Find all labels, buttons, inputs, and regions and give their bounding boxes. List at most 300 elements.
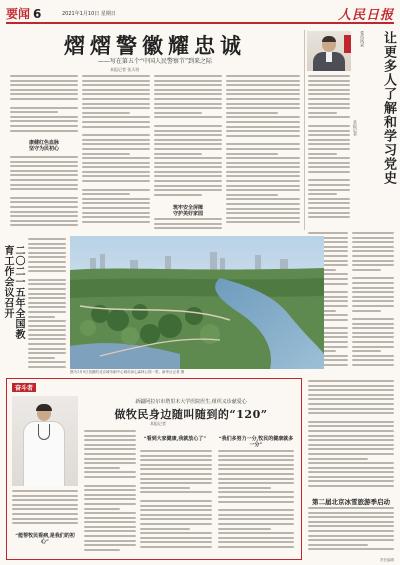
issue-date: 2021年1月10日 星期日 [62, 11, 116, 17]
text-line [226, 212, 300, 214]
text-line [140, 505, 212, 507]
feature-tag: 奋斗者 [12, 383, 36, 392]
text-line [308, 525, 394, 527]
text-line [226, 80, 300, 82]
portrait-hair-shape [322, 36, 336, 42]
text-line [10, 111, 58, 113]
text-line [84, 467, 120, 469]
main-headline: 熠熠警徽耀忠诚 [64, 33, 246, 58]
text-line [308, 403, 394, 405]
text-line [218, 537, 294, 539]
text-line [10, 130, 78, 132]
text-line [218, 487, 271, 489]
feature-subhead-2: “我们多努力一分,牧民的健康就多一分” [218, 436, 294, 448]
text-line [28, 348, 66, 350]
text-line [10, 156, 78, 158]
text-line [218, 450, 294, 452]
text-line [82, 112, 130, 114]
text-line [308, 380, 394, 382]
text-line [308, 467, 394, 469]
text-line [308, 139, 350, 141]
text-line [12, 504, 78, 506]
text-line [84, 526, 136, 528]
text-line [218, 482, 294, 484]
text-line [28, 261, 66, 263]
text-line [28, 352, 66, 354]
text-line [84, 549, 120, 551]
text-line [10, 84, 78, 86]
text-line [308, 471, 394, 473]
main-story-column-3-lower [154, 218, 222, 232]
text-line [154, 162, 222, 164]
feature-column-1 [84, 430, 136, 553]
text-line [352, 250, 394, 252]
text-line [82, 103, 150, 105]
photo-caption: 图为1月9日拍摄的北京城市副中心城市绿心森林公园一景。新华社记者 摄 [70, 370, 185, 374]
text-line [84, 430, 136, 432]
text-line [352, 350, 381, 352]
text-line [352, 264, 394, 266]
main-story-column-2 [82, 75, 150, 225]
text-line [226, 157, 300, 159]
text-line [28, 293, 66, 295]
text-line [226, 107, 300, 109]
text-line [226, 166, 300, 168]
text-line [352, 346, 394, 348]
text-line [82, 198, 150, 200]
text-line [308, 212, 350, 214]
text-line [226, 198, 300, 200]
text-line [12, 495, 78, 497]
text-line [82, 134, 150, 136]
page-footer: 责任编辑 [380, 558, 394, 562]
text-line [352, 246, 394, 248]
text-line [226, 208, 300, 210]
text-line [154, 134, 222, 136]
text-line [28, 316, 55, 318]
text-line [10, 75, 78, 77]
text-line [84, 521, 136, 523]
text-line [10, 165, 78, 167]
text-line [308, 389, 394, 391]
text-line [154, 189, 222, 191]
text-line [154, 130, 222, 132]
sidebar-byline: 本报记者 [353, 120, 358, 136]
text-line [308, 179, 350, 181]
text-line [82, 193, 130, 195]
text-line [308, 107, 350, 109]
text-line [82, 175, 150, 177]
text-line [218, 464, 294, 466]
text-line [28, 334, 66, 336]
text-line [10, 174, 78, 176]
text-line [308, 130, 350, 132]
text-line [154, 143, 222, 145]
text-line [352, 341, 394, 343]
flag-shape [344, 35, 351, 53]
text-line [308, 93, 350, 95]
text-line [218, 501, 294, 503]
text-line [82, 80, 150, 82]
text-line [10, 201, 78, 203]
text-line [308, 207, 350, 209]
text-line [28, 306, 66, 308]
text-line [154, 93, 222, 95]
text-line [308, 166, 350, 168]
feature-kicker: 新疆阿拉尔市塔里木大学医院医生,组织义诊献爱心 [135, 399, 247, 405]
text-line [82, 75, 150, 77]
text-line [352, 287, 394, 289]
text-line [140, 455, 212, 457]
text-line [308, 232, 348, 234]
text-line [154, 223, 222, 225]
text-line [352, 336, 394, 338]
text-line [226, 126, 300, 128]
text-line [140, 509, 212, 511]
text-line [82, 207, 150, 209]
text-line [154, 180, 222, 182]
text-line [82, 93, 150, 95]
text-line [28, 320, 66, 322]
text-line [10, 161, 78, 163]
text-line [308, 134, 350, 136]
text-line [140, 459, 212, 461]
text-line [308, 116, 350, 118]
text-line [84, 435, 136, 437]
text-line [154, 125, 222, 127]
text-line [140, 464, 212, 466]
main-subhead-1: 康健红色血脉 坚守为民初心 [28, 140, 59, 152]
text-line [226, 84, 300, 86]
text-line [218, 518, 294, 520]
text-line [28, 266, 66, 268]
text-line [226, 93, 300, 95]
text-line [308, 439, 394, 441]
text-line [226, 203, 300, 205]
text-line [308, 112, 337, 114]
text-line [308, 216, 350, 218]
text-line [218, 514, 294, 516]
text-line [84, 471, 136, 473]
text-line [140, 487, 190, 489]
text-line [226, 75, 300, 77]
text-line [218, 459, 294, 461]
portrait-photo [307, 31, 351, 71]
text-line [10, 184, 78, 186]
text-line [308, 89, 350, 91]
text-line [154, 103, 222, 105]
main-subhead-2: 筑牢安全屏障 守护美好家园 [172, 205, 203, 217]
text-line [12, 522, 78, 524]
text-line [308, 453, 394, 455]
text-line [352, 260, 394, 262]
text-line [226, 121, 300, 123]
newspaper-logo: 人民日报 [337, 8, 394, 23]
text-line [82, 157, 150, 159]
text-line [82, 116, 150, 118]
sidebar-divider [304, 30, 305, 230]
text-line [308, 544, 368, 546]
text-line [226, 221, 300, 223]
text-line [84, 494, 136, 496]
text-line [218, 541, 294, 543]
text-line [352, 237, 394, 239]
text-line [84, 540, 136, 542]
text-line [226, 116, 300, 118]
text-line [10, 89, 78, 91]
text-line [12, 499, 78, 501]
text-line [308, 430, 394, 432]
text-line [12, 508, 78, 510]
text-line [308, 507, 394, 509]
text-line [140, 546, 212, 548]
text-line [84, 458, 136, 460]
right-bottom-column [308, 507, 394, 553]
text-line [308, 98, 350, 100]
text-line [84, 485, 136, 487]
text-line [226, 162, 300, 164]
text-line [28, 283, 66, 285]
text-line [352, 277, 394, 279]
text-line [84, 489, 136, 491]
text-line [28, 238, 66, 240]
text-line [10, 116, 78, 118]
text-line [226, 103, 300, 105]
portrait-shirt-shape [326, 52, 332, 62]
text-line [154, 80, 222, 82]
text-line [154, 75, 222, 77]
text-line [82, 143, 150, 145]
text-line [28, 243, 66, 245]
text-line [10, 188, 78, 190]
text-line [154, 218, 222, 220]
text-line [308, 539, 394, 541]
page-number: 6 [33, 7, 42, 21]
right-lower-column [308, 380, 394, 490]
text-line [154, 185, 222, 187]
text-line [10, 93, 78, 95]
text-line [226, 171, 300, 173]
text-line [28, 270, 66, 272]
text-line [84, 503, 136, 505]
text-line [140, 450, 212, 452]
text-line [308, 425, 394, 427]
text-line [218, 532, 294, 534]
text-line [218, 496, 294, 498]
stethoscope-icon [38, 424, 50, 440]
text-line [84, 448, 136, 450]
text-line [352, 232, 394, 234]
text-line [10, 107, 78, 109]
text-line [10, 215, 78, 217]
text-line [12, 513, 78, 515]
text-line [84, 439, 136, 441]
text-line [82, 212, 150, 214]
landscape-illustration [70, 236, 324, 369]
text-line [352, 241, 394, 243]
text-line [226, 143, 300, 145]
text-line [308, 385, 394, 387]
text-line [226, 89, 300, 91]
text-line [308, 103, 350, 105]
text-line [218, 473, 294, 475]
text-line [10, 179, 78, 181]
text-line [28, 302, 66, 304]
main-story-column-1-lower [10, 156, 78, 229]
text-line [308, 171, 350, 173]
text-line [82, 171, 150, 173]
text-line [140, 518, 212, 520]
text-line [84, 481, 136, 485]
text-line [84, 535, 136, 537]
text-line [308, 398, 394, 400]
text-line [28, 338, 66, 340]
text-line [28, 311, 66, 313]
text-line [308, 535, 394, 537]
text-line [352, 296, 394, 298]
text-line [352, 332, 394, 334]
text-line [226, 98, 300, 100]
text-line [84, 544, 136, 546]
text-line [140, 473, 212, 475]
text-line [154, 139, 222, 141]
text-line [308, 148, 350, 150]
text-line [308, 530, 394, 532]
text-line [10, 170, 78, 172]
text-line [84, 462, 136, 464]
text-line [82, 126, 150, 128]
text-line [218, 478, 294, 480]
text-line [308, 198, 350, 200]
text-line [28, 357, 55, 359]
text-line [352, 327, 394, 329]
text-line [226, 175, 300, 177]
text-line [308, 125, 350, 127]
text-line [308, 193, 337, 195]
text-line [154, 112, 202, 114]
text-line [84, 444, 136, 446]
text-line [308, 435, 394, 437]
text-line [154, 157, 222, 159]
text-line [226, 217, 300, 219]
section-name [6, 5, 41, 22]
text-line [82, 153, 130, 155]
text-line [308, 80, 350, 82]
text-line [10, 220, 78, 222]
text-line [140, 468, 212, 470]
sidebar-column-2 [352, 232, 394, 369]
feature-subhead-1: “看到大家健康,我就放心了” [143, 436, 207, 442]
text-line [308, 485, 394, 487]
text-line [140, 514, 212, 516]
text-line [140, 500, 212, 502]
text-line [82, 121, 150, 123]
text-line [308, 462, 394, 464]
text-line [218, 491, 294, 493]
text-line [352, 291, 394, 293]
main-subtitle: ——写在第五个“中国人民警察节”到来之际 [97, 58, 213, 65]
text-line [308, 143, 350, 145]
text-line [154, 89, 222, 91]
text-line [308, 157, 350, 159]
text-line [218, 523, 294, 525]
main-byline: 本报记者 张天培 [110, 67, 140, 72]
text-line [28, 325, 66, 327]
text-line [308, 476, 394, 478]
text-line [218, 455, 294, 457]
text-line [10, 206, 78, 208]
text-line [352, 269, 381, 271]
text-line [308, 448, 394, 450]
feature-column-left [12, 490, 78, 527]
main-story-column-3 [154, 75, 222, 198]
text-line [308, 444, 394, 446]
main-story-column-1 [10, 75, 78, 134]
text-line [154, 98, 222, 100]
text-line [308, 521, 394, 523]
text-line [218, 528, 271, 530]
text-line [84, 498, 136, 500]
doctor-photo [12, 396, 78, 486]
text-line [308, 84, 350, 86]
text-line [352, 255, 394, 257]
section-label: 要闻 [6, 7, 31, 21]
text-line [308, 394, 394, 396]
text-line [226, 112, 278, 114]
text-line [226, 135, 300, 137]
sidebar-upper-text [308, 75, 350, 221]
text-line [308, 75, 350, 77]
text-line [352, 359, 394, 361]
text-line [308, 480, 394, 482]
text-line [154, 107, 222, 109]
text-line [308, 516, 394, 518]
text-line [308, 548, 394, 550]
text-line [218, 509, 294, 511]
conference-column [28, 238, 66, 371]
text-line [84, 530, 136, 532]
main-story-column-4 [226, 75, 300, 226]
text-line [140, 523, 212, 525]
text-line [154, 116, 222, 118]
text-line [28, 288, 66, 290]
text-line [10, 224, 78, 226]
text-line [352, 323, 394, 325]
text-line [308, 153, 337, 155]
text-line [82, 162, 150, 164]
text-line [226, 185, 300, 187]
conference-headline: 二〇二一五年全国教育工作会议召开 [2, 245, 24, 340]
text-line [84, 453, 136, 455]
text-line [352, 318, 394, 320]
text-line [28, 279, 66, 281]
text-line [352, 300, 394, 302]
text-line [352, 282, 394, 284]
text-line [140, 478, 212, 480]
text-line [10, 80, 78, 82]
masthead [6, 4, 394, 24]
text-line [154, 171, 222, 173]
text-line [82, 216, 150, 218]
feature-column-2 [140, 450, 212, 550]
text-line [28, 297, 66, 299]
text-line [28, 343, 66, 345]
doctor-hair-shape [36, 404, 52, 411]
text-line [226, 130, 300, 132]
feature-headline: 做牧民身边随叫随到的“120” [114, 408, 268, 421]
text-line [154, 153, 202, 155]
text-line [308, 162, 350, 164]
